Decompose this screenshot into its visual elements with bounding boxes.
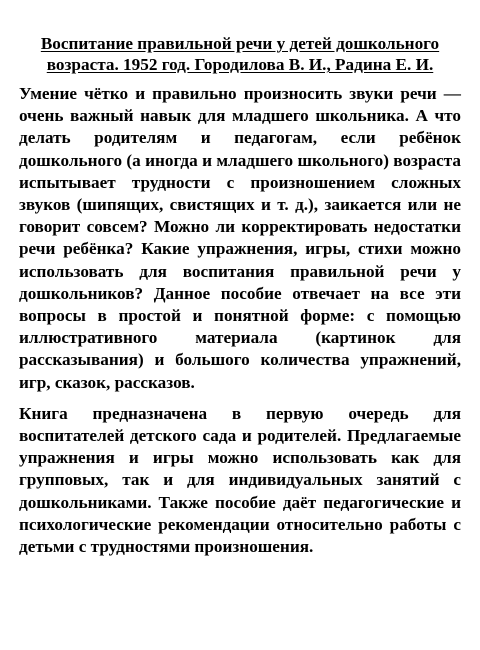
title-line-1: Воспитание правильной речи у детей дошкольного [40, 34, 440, 53]
paragraph-1: Умение чётко и правильно произносить звуки речи — очень важный навык для младшего школьника. А что делать родителям и педагогам, если ребёнок дошкольного (а иногда и младшего школьного) возраста испытывает трудности с произношением сложных звуков (шипящих, свистящих и т. д.), заикается или не говорит совсем? Можно ли корректировать недостатки речи ребёнка? Какие упражнения, игры, стихи можно использовать для воспитания правильной речи у дошкольников? Данное пособие отвечает на все эти вопросы в простой и понятной форме: с помощью иллюстративного материала (картинок для рассказывания) и большого количества упражнений, игр, сказок, рассказов. [19, 84, 461, 392]
paragraph-2: Книга предназначена в первую очередь для воспитателей детского сада и родителей. Предлагаемые упражнения и игры можно использовать как для групповых, так и для индивидуальных занятий с дошкольниками. Также пособие даёт педагогические и психологические рекомендации относительно работы с детьми с трудностями произношения. [19, 403, 461, 557]
document-page [19, 33, 461, 558]
document-title [19, 33, 461, 75]
title-line-2: возраста. 1952 год. Городилова В. И., Радина Е. И. [46, 55, 434, 74]
